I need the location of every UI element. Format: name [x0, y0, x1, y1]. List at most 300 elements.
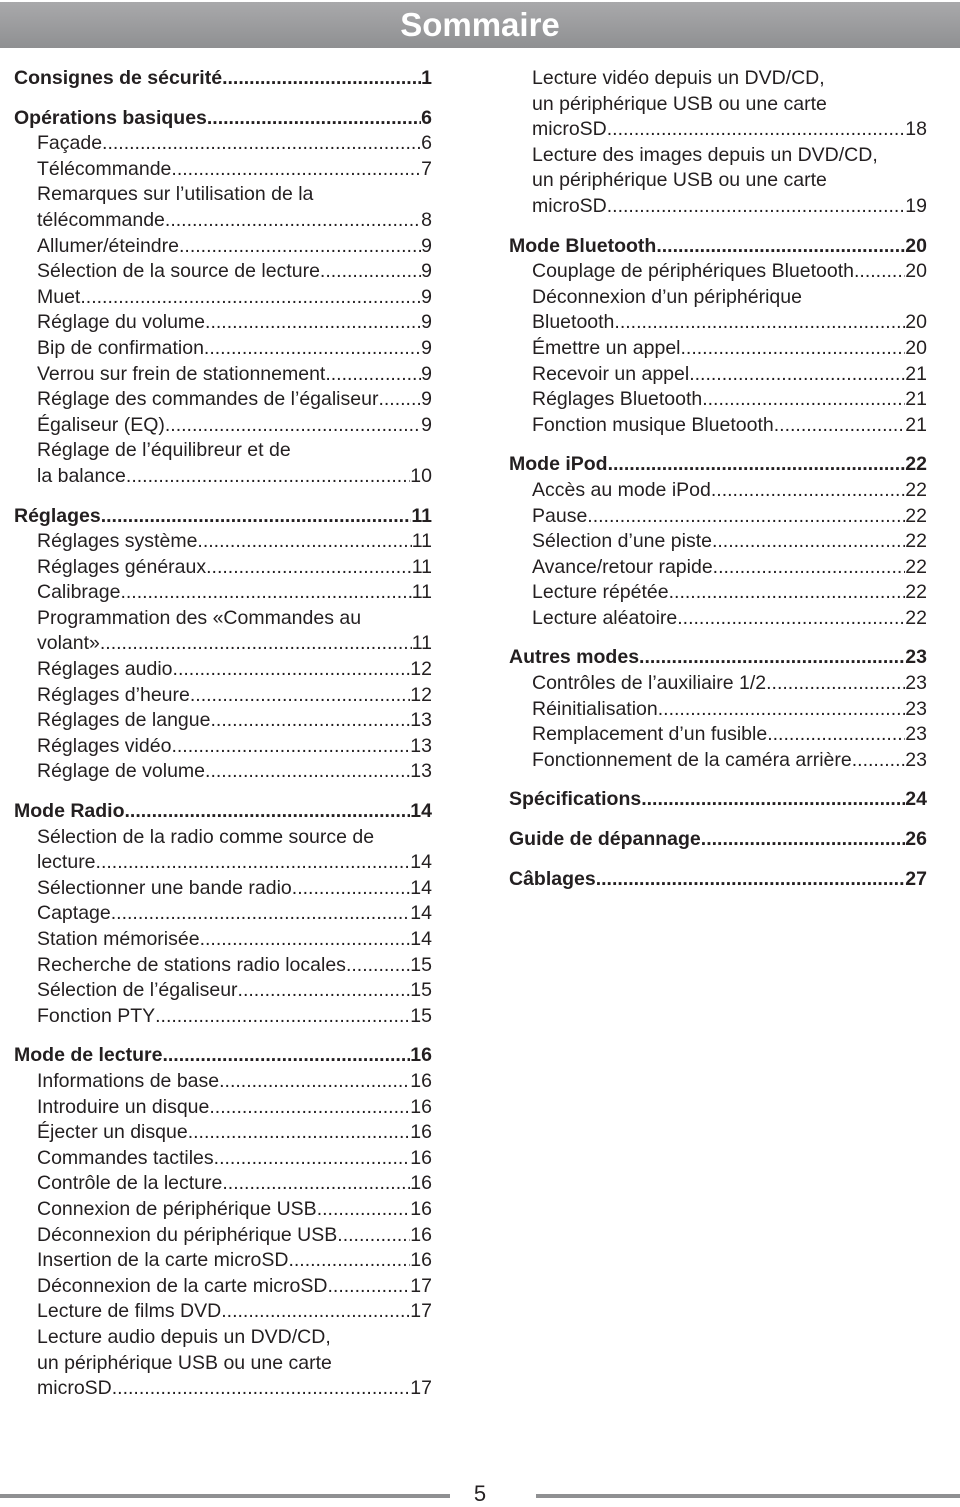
- toc-page-number: 12: [410, 683, 432, 706]
- toc-entry-label: lecture: [37, 851, 96, 874]
- toc-section: [509, 867, 927, 893]
- toc-entry[interactable]: [14, 1248, 432, 1274]
- toc-section: [509, 645, 927, 773]
- dot-leader: [658, 697, 906, 723]
- toc-page-number: 14: [410, 800, 432, 823]
- toc-heading-entry[interactable]: [14, 799, 432, 825]
- toc-heading-entry[interactable]: [509, 867, 927, 893]
- toc-heading-entry[interactable]: [509, 827, 927, 853]
- toc-section: [509, 787, 927, 813]
- toc-heading-entry[interactable]: [14, 504, 432, 530]
- toc-entry-label: télécommande: [37, 208, 165, 231]
- dot-leader: [197, 529, 411, 555]
- toc-entry-label: Calibrage: [37, 581, 121, 604]
- toc-page-number: 22: [905, 581, 927, 604]
- toc-page-number: 21: [905, 362, 927, 385]
- toc-entry-label: Réglage des commandes de l’égaliseur: [37, 388, 379, 411]
- dot-leader: [200, 927, 411, 953]
- toc-entry-label: Câblages: [509, 867, 596, 890]
- toc-entry-label: Façade: [37, 132, 103, 155]
- toc-section: [509, 234, 927, 439]
- dot-leader: [614, 310, 905, 336]
- toc-entry[interactable]: [14, 901, 432, 927]
- toc-page-number: 13: [410, 709, 432, 732]
- toc-entry-label: Fonction musique Bluetooth: [532, 413, 774, 436]
- toc-entry-label: Réglage de l’équilibreur et de: [37, 439, 291, 462]
- toc-page-number: 9: [421, 234, 432, 257]
- toc-page-number: 23: [905, 748, 927, 771]
- footer-rule-left: [0, 1494, 450, 1498]
- dot-leader: [165, 208, 421, 234]
- toc-page-number: 16: [410, 1249, 432, 1272]
- toc-page-number: 22: [905, 478, 927, 501]
- toc-entry-label: Fonctionnement de la caméra arrière: [532, 748, 852, 771]
- toc-page-number: 20: [905, 336, 927, 359]
- toc-entry[interactable]: [14, 157, 432, 183]
- toc-entry-continuation: [509, 92, 927, 118]
- toc-entry-continuation: [509, 168, 927, 194]
- toc-entry[interactable]: [14, 708, 432, 734]
- dot-leader: [702, 387, 905, 413]
- dot-leader: [165, 413, 421, 439]
- toc-entry[interactable]: [14, 1197, 432, 1223]
- dot-leader: [774, 413, 906, 439]
- toc-entry[interactable]: [509, 259, 927, 285]
- toc-page-number: 16: [410, 1095, 432, 1118]
- toc-entry-label: Spécifications: [509, 788, 642, 811]
- dot-leader: [767, 722, 905, 748]
- toc-entry-label: Réglages de langue: [37, 709, 211, 732]
- toc-page-number: 24: [905, 788, 927, 811]
- toc-page-number: 9: [421, 311, 432, 334]
- toc-heading-entry[interactable]: [509, 452, 927, 478]
- dot-leader: [210, 708, 410, 734]
- dot-leader: [320, 259, 421, 285]
- page-title: Sommaire: [400, 6, 560, 43]
- toc-entry-continuation: [14, 182, 432, 208]
- dot-leader: [641, 787, 905, 813]
- toc-page-number: 17: [410, 1300, 432, 1323]
- dot-leader: [204, 336, 421, 362]
- toc-entry[interactable]: [14, 683, 432, 709]
- toc-page-number: 20: [905, 311, 927, 334]
- toc-page-number: 16: [410, 1069, 432, 1092]
- toc-entry[interactable]: [14, 529, 432, 555]
- toc-page-number: 9: [421, 260, 432, 283]
- toc-entry-label: Station mémorisée: [37, 928, 200, 950]
- toc-entry-label: Remarques sur l’utilisation de la: [37, 183, 314, 206]
- toc-heading-entry[interactable]: [509, 645, 927, 671]
- toc-entry[interactable]: [509, 117, 927, 143]
- toc-entry-label: Opérations basiques: [14, 106, 207, 129]
- toc-entry[interactable]: [509, 748, 927, 774]
- toc-entry[interactable]: [509, 387, 927, 413]
- toc-entry[interactable]: [14, 1223, 432, 1249]
- toc-page-number: 14: [410, 902, 432, 925]
- dot-leader: [214, 1146, 411, 1172]
- toc-entry[interactable]: [14, 657, 432, 683]
- toc-section: [509, 66, 927, 220]
- toc-entry-label: Mode de lecture: [14, 1044, 163, 1067]
- toc-entry-label: Réinitialisation: [532, 697, 658, 720]
- toc-entry[interactable]: [14, 362, 432, 388]
- toc-page-number: 22: [905, 453, 927, 476]
- dot-leader: [852, 748, 906, 774]
- toc-entry-label: Déconnexion du périphérique USB: [37, 1223, 338, 1246]
- dot-leader: [325, 362, 421, 388]
- dot-leader: [112, 1376, 411, 1402]
- toc-page-number: 16: [410, 1197, 432, 1220]
- dot-leader: [607, 194, 906, 220]
- dot-leader: [288, 1248, 410, 1274]
- toc-entry-label: Réglages Bluetooth: [532, 388, 703, 411]
- toc-page-number: 11: [411, 581, 432, 604]
- toc-page-number: 20: [905, 234, 927, 257]
- toc-entry[interactable]: [509, 362, 927, 388]
- toc-entry-label: Mode iPod: [509, 453, 608, 476]
- toc-page-number: 22: [905, 606, 927, 629]
- toc-entry-continuation: [14, 438, 432, 464]
- toc-page-number: 15: [410, 1004, 432, 1027]
- toc-entry-continuation: [14, 1351, 432, 1377]
- dot-leader: [608, 452, 906, 478]
- toc-entry-label: microSD: [532, 194, 607, 217]
- toc-entry[interactable]: [14, 555, 432, 581]
- toc-page-number: 22: [905, 504, 927, 527]
- toc-entry-label: Autres modes: [509, 646, 640, 669]
- dot-leader: [639, 645, 905, 671]
- toc-entry-label: Connexion de périphérique USB: [37, 1197, 317, 1220]
- toc-entry-label: Déconnexion d’un périphérique: [532, 285, 802, 308]
- dot-leader: [171, 734, 410, 760]
- dot-leader: [126, 464, 410, 490]
- toc-page-number: 18: [905, 118, 927, 141]
- toc-entry-label: Consignes de sécurité: [14, 67, 223, 89]
- dot-leader: [292, 876, 411, 902]
- toc-entry[interactable]: [14, 413, 432, 439]
- toc-section: [14, 106, 432, 490]
- toc-section: [14, 1043, 432, 1401]
- toc-entry-continuation: [14, 1325, 432, 1351]
- toc-page-number: 14: [410, 851, 432, 874]
- dot-leader: [222, 66, 421, 92]
- toc-entry-label: Fonction PTY: [37, 1004, 156, 1027]
- dot-leader: [587, 504, 905, 530]
- toc-page-number: 21: [905, 413, 927, 436]
- toc-entry[interactable]: [509, 478, 927, 504]
- toc-entry[interactable]: [14, 978, 432, 1004]
- toc-page-number: 15: [410, 979, 432, 1002]
- dot-leader: [317, 1197, 411, 1223]
- toc-entry[interactable]: [14, 234, 432, 260]
- toc-entry[interactable]: [509, 504, 927, 530]
- dot-leader: [712, 529, 905, 555]
- toc-entry-label: Lecture répétée: [532, 581, 669, 604]
- toc-page-number: 15: [410, 953, 432, 976]
- dot-leader: [96, 850, 411, 876]
- dot-leader: [219, 1069, 410, 1095]
- toc-entry-label: Recevoir un appel: [532, 362, 690, 385]
- toc-entry[interactable]: [14, 259, 432, 285]
- toc-section: [14, 66, 432, 92]
- dot-leader: [207, 106, 421, 132]
- toc-entry-label: Réglages vidéo: [37, 734, 172, 757]
- toc-entry[interactable]: [14, 208, 432, 234]
- toc-entry-label: Lecture audio depuis un DVD/CD,: [37, 1325, 331, 1348]
- toc-entry-label: Réglages: [14, 504, 101, 527]
- dot-leader: [205, 759, 410, 785]
- toc-entry-label: Lecture des images depuis un DVD/CD,: [532, 143, 878, 166]
- toc-page-number: 13: [410, 760, 432, 783]
- page-number: 5: [473, 1481, 487, 1506]
- toc-page-number: 11: [411, 632, 432, 655]
- toc-entry-label: Réglages généraux: [37, 555, 207, 578]
- dot-leader: [111, 901, 411, 927]
- toc-entry[interactable]: [509, 722, 927, 748]
- toc-entry-continuation: [14, 825, 432, 851]
- toc-entry[interactable]: [14, 1299, 432, 1325]
- toc-entry[interactable]: [509, 671, 927, 697]
- toc-page-number: 26: [905, 828, 927, 851]
- toc-entry-label: microSD: [37, 1377, 112, 1400]
- toc-entry-label: un périphérique USB ou une carte: [37, 1351, 332, 1374]
- toc-section: [14, 504, 432, 786]
- toc-page-number: 16: [410, 1223, 432, 1246]
- toc-entry[interactable]: [509, 194, 927, 220]
- toc-heading-entry[interactable]: [509, 234, 927, 260]
- toc-page-number: 1: [421, 67, 432, 89]
- toc-entry-label: Bip de confirmation: [37, 336, 204, 359]
- toc-entry[interactable]: [14, 1171, 432, 1197]
- toc-entry-label: Programmation des «Commandes au: [37, 606, 362, 629]
- dot-leader: [337, 1223, 410, 1249]
- toc-page-number: 13: [410, 734, 432, 757]
- toc-heading-entry[interactable]: [14, 1043, 432, 1069]
- toc-entry-label: Bluetooth: [532, 311, 615, 334]
- dot-leader: [669, 580, 906, 606]
- toc-entry-label: Mode Bluetooth: [509, 234, 657, 257]
- dot-leader: [206, 555, 412, 581]
- toc-entry-label: Remplacement d’un fusible: [532, 723, 768, 746]
- dot-leader: [188, 1120, 411, 1146]
- toc-page-number: 17: [410, 1274, 432, 1297]
- toc-entry[interactable]: [14, 1146, 432, 1172]
- toc-entry-label: microSD: [532, 118, 607, 141]
- toc-entry[interactable]: [14, 927, 432, 953]
- dot-leader: [100, 631, 412, 657]
- toc-entry-label: Lecture vidéo depuis un DVD/CD,: [532, 67, 825, 89]
- toc-entry[interactable]: [14, 953, 432, 979]
- toc-entry[interactable]: [14, 876, 432, 902]
- toc-page-number: 11: [411, 530, 432, 553]
- toc-page-number: 10: [410, 464, 432, 487]
- toc-entry-label: Sélection d’une piste: [532, 530, 712, 553]
- toc-entry[interactable]: [509, 580, 927, 606]
- toc-entry[interactable]: [14, 285, 432, 311]
- toc-page-number: 14: [410, 928, 432, 950]
- dot-leader: [596, 867, 906, 893]
- toc-page-number: 19: [905, 194, 927, 217]
- toc-entry-label: volant»: [37, 632, 100, 655]
- dot-leader: [346, 953, 410, 979]
- toc-page-number: 23: [905, 697, 927, 720]
- dot-leader: [190, 683, 410, 709]
- toc-section: [14, 799, 432, 1029]
- dot-leader: [607, 117, 906, 143]
- toc-entry[interactable]: [14, 336, 432, 362]
- toc-entry-label: Lecture aléatoire: [532, 606, 678, 629]
- toc-entry[interactable]: [14, 387, 432, 413]
- toc-page-number: 11: [411, 504, 432, 527]
- toc-entry-label: la balance: [37, 464, 126, 487]
- footer-rule-right: [536, 1494, 960, 1498]
- toc-entry[interactable]: [14, 1069, 432, 1095]
- toc-entry-label: Mode Radio: [14, 800, 125, 823]
- toc-entry-continuation: [509, 285, 927, 311]
- toc-page-number: 16: [410, 1044, 432, 1067]
- dot-leader: [378, 387, 421, 413]
- toc-page-number: 8: [421, 208, 432, 231]
- toc-entry-label: Télécommande: [37, 157, 172, 180]
- toc-section: [509, 452, 927, 631]
- toc-page-number: 17: [410, 1377, 432, 1400]
- toc-entry-continuation: [509, 66, 927, 92]
- toc-page-number: 7: [421, 157, 432, 180]
- toc-entry-label: Contrôle de la lecture: [37, 1172, 223, 1195]
- toc-entry-label: Introduire un disque: [37, 1095, 210, 1118]
- dot-leader: [681, 336, 906, 362]
- dot-leader: [711, 478, 905, 504]
- toc-column-left: [14, 66, 432, 1416]
- toc-entry-label: Réglages d’heure: [37, 683, 190, 706]
- toc-entry-label: Réglage de volume: [37, 760, 206, 783]
- toc-entry[interactable]: [14, 1004, 432, 1030]
- toc-entry-label: un périphérique USB ou une carte: [532, 169, 827, 192]
- toc-entry-label: Couplage de périphériques Bluetooth: [532, 260, 854, 283]
- toc-entry-label: Recherche de stations radio locales: [37, 953, 346, 976]
- toc-entry-label: Accès au mode iPod: [532, 478, 711, 501]
- toc-entry[interactable]: [14, 1274, 432, 1300]
- toc-page-number: 20: [905, 260, 927, 283]
- toc-section: [509, 827, 927, 853]
- dot-leader: [80, 285, 421, 311]
- toc-entry[interactable]: [14, 850, 432, 876]
- dot-leader: [677, 606, 905, 632]
- toc-page-number: 27: [905, 867, 927, 890]
- toc-entry-label: Contrôles de l’auxiliaire 1/2: [532, 672, 767, 695]
- toc-page-number: 16: [410, 1146, 432, 1169]
- dot-leader: [155, 1004, 410, 1030]
- toc-entry-label: Éjecter un disque: [37, 1121, 188, 1144]
- toc-entry-label: Lecture de films DVD: [37, 1300, 222, 1323]
- toc-page-number: 9: [421, 336, 432, 359]
- toc-heading-entry[interactable]: [509, 787, 927, 813]
- header-bar: [0, 2, 960, 48]
- toc-page-number: 6: [421, 132, 432, 155]
- dot-leader: [656, 234, 905, 260]
- toc-entry[interactable]: [14, 759, 432, 785]
- toc-entry[interactable]: [509, 310, 927, 336]
- toc-entry-label: Guide de dépannage: [509, 828, 701, 851]
- toc-entry-label: Pause: [532, 504, 588, 527]
- toc-column-right: [509, 66, 927, 906]
- toc-entry-label: Réglages système: [37, 530, 198, 553]
- dot-leader: [209, 1095, 410, 1121]
- toc-entry[interactable]: [509, 606, 927, 632]
- toc-entry-label: Égaliseur (EQ): [37, 413, 165, 436]
- toc-entry-label: Commandes tactiles: [37, 1146, 214, 1169]
- toc-entry[interactable]: [14, 734, 432, 760]
- dot-leader: [102, 131, 421, 157]
- toc-page-number: 21: [905, 388, 927, 411]
- toc-entry-label: Insertion de la carte microSD: [37, 1249, 289, 1272]
- toc-entry[interactable]: [14, 1376, 432, 1402]
- toc-entry-continuation: [509, 143, 927, 169]
- dot-leader: [125, 799, 411, 825]
- dot-leader: [173, 657, 411, 683]
- toc-entry[interactable]: [509, 529, 927, 555]
- toc-entry[interactable]: [14, 310, 432, 336]
- toc-entry-label: Réglages audio: [37, 658, 173, 681]
- dot-leader: [162, 1043, 410, 1069]
- toc-entry[interactable]: [14, 580, 432, 606]
- toc-page-number: 14: [410, 876, 432, 899]
- toc-entry-label: Muet: [37, 285, 81, 308]
- toc-page-number: 12: [410, 658, 432, 681]
- toc-page-number: 9: [421, 388, 432, 411]
- toc-entry[interactable]: [509, 697, 927, 723]
- toc-page-number: 16: [410, 1121, 432, 1144]
- toc-entry[interactable]: [14, 464, 432, 490]
- toc-entry-label: Sélection de la source de lecture: [37, 260, 320, 283]
- dot-leader: [101, 504, 412, 530]
- toc-entry[interactable]: [509, 413, 927, 439]
- toc-page-number: 6: [421, 106, 432, 129]
- dot-leader: [179, 234, 421, 260]
- toc-page-number: 23: [905, 672, 927, 695]
- dot-leader: [120, 580, 411, 606]
- toc-entry[interactable]: [14, 131, 432, 157]
- dot-leader: [713, 555, 906, 581]
- toc-entry[interactable]: [14, 1095, 432, 1121]
- toc-entry-label: Sélection de la radio comme source de: [37, 825, 375, 848]
- toc-entry[interactable]: [14, 1120, 432, 1146]
- toc-page-number: 9: [421, 362, 432, 385]
- dot-leader: [327, 1274, 410, 1300]
- toc-entry-continuation: [14, 606, 432, 632]
- toc-page-number: 23: [905, 723, 927, 746]
- dot-leader: [766, 671, 905, 697]
- toc-entry-label: Émettre un appel: [532, 336, 681, 359]
- toc-entry-label: Allumer/éteindre: [37, 234, 179, 257]
- toc-page-number: 11: [411, 555, 432, 578]
- toc-page-number: 22: [905, 530, 927, 553]
- toc-entry[interactable]: [509, 555, 927, 581]
- toc-entry[interactable]: [14, 631, 432, 657]
- dot-leader: [205, 310, 421, 336]
- toc-entry[interactable]: [509, 336, 927, 362]
- toc-heading-entry[interactable]: [14, 66, 432, 92]
- dot-leader: [222, 1171, 410, 1197]
- toc-entry-label: Déconnexion de la carte microSD: [37, 1274, 328, 1297]
- toc-entry-label: Verrou sur frein de stationnement: [37, 362, 326, 385]
- toc-entry-label: un périphérique USB ou une carte: [532, 92, 827, 115]
- toc-page-number: 22: [905, 555, 927, 578]
- toc-heading-entry[interactable]: [14, 106, 432, 132]
- dot-leader: [238, 978, 411, 1004]
- dot-leader: [689, 362, 905, 388]
- toc-page-number: 23: [905, 646, 927, 669]
